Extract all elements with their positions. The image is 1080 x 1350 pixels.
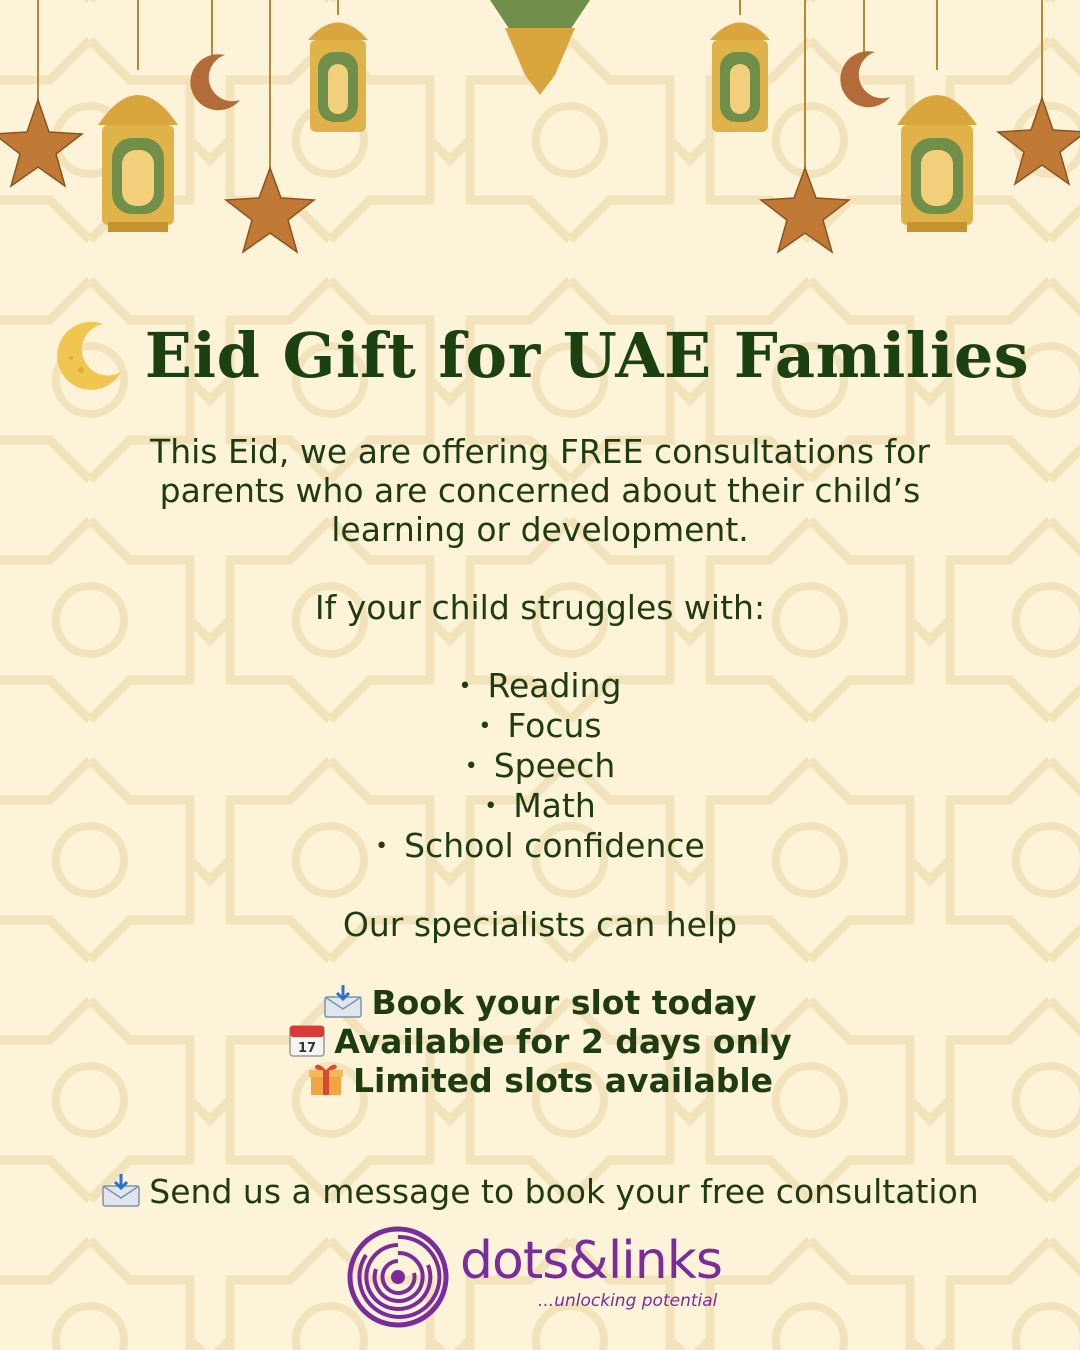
brand-logo bbox=[346, 1225, 746, 1330]
list-item: • Math bbox=[60, 786, 1020, 826]
list-item: • Speech bbox=[60, 746, 1020, 786]
envelope-arrow-icon bbox=[323, 985, 363, 1019]
crescent-moon-icon bbox=[51, 318, 125, 392]
specialists-text: Our specialists can help bbox=[342, 905, 738, 944]
list-item: • Focus bbox=[60, 706, 1020, 746]
intro-line: This Eid, we are offering FREE consultations for bbox=[150, 432, 930, 471]
lantern-icon bbox=[98, 0, 977, 232]
list-item: • Reading bbox=[60, 666, 1020, 706]
cta-line bbox=[60, 1022, 1020, 1061]
cta-text: Limited slots available bbox=[352, 1061, 774, 1100]
list-item: • School confidence bbox=[60, 826, 1020, 866]
intro-line: learning or development. bbox=[331, 510, 749, 549]
struggles-heading: If your child struggles with: bbox=[314, 588, 766, 627]
footer-text: Send us a message to book your free consultation bbox=[149, 1172, 979, 1211]
cta-text: Available for 2 days only bbox=[334, 1022, 792, 1061]
envelope-arrow-icon bbox=[101, 1174, 141, 1208]
brand-name: dots&links bbox=[460, 1231, 722, 1291]
cta-text: Book your slot today bbox=[371, 983, 757, 1022]
footer-message bbox=[0, 1172, 1080, 1211]
calendar-icon bbox=[288, 1022, 326, 1058]
main-content bbox=[60, 432, 1020, 1100]
intro-line: parents who are concerned about their child’s bbox=[159, 471, 921, 510]
gift-icon bbox=[307, 1061, 345, 1097]
eid-decoration bbox=[0, 0, 1080, 280]
cta-line bbox=[60, 1061, 1020, 1100]
brand-tagline: ...unlocking potential bbox=[538, 1291, 718, 1311]
svg-text:17: 17 bbox=[298, 1041, 317, 1056]
maze-logo-icon bbox=[346, 1225, 450, 1329]
page-title: Eid Gift for UAE Families bbox=[144, 318, 1030, 392]
cta-line bbox=[60, 983, 1020, 1022]
struggles-list bbox=[60, 666, 1020, 866]
title bbox=[0, 305, 1080, 405]
